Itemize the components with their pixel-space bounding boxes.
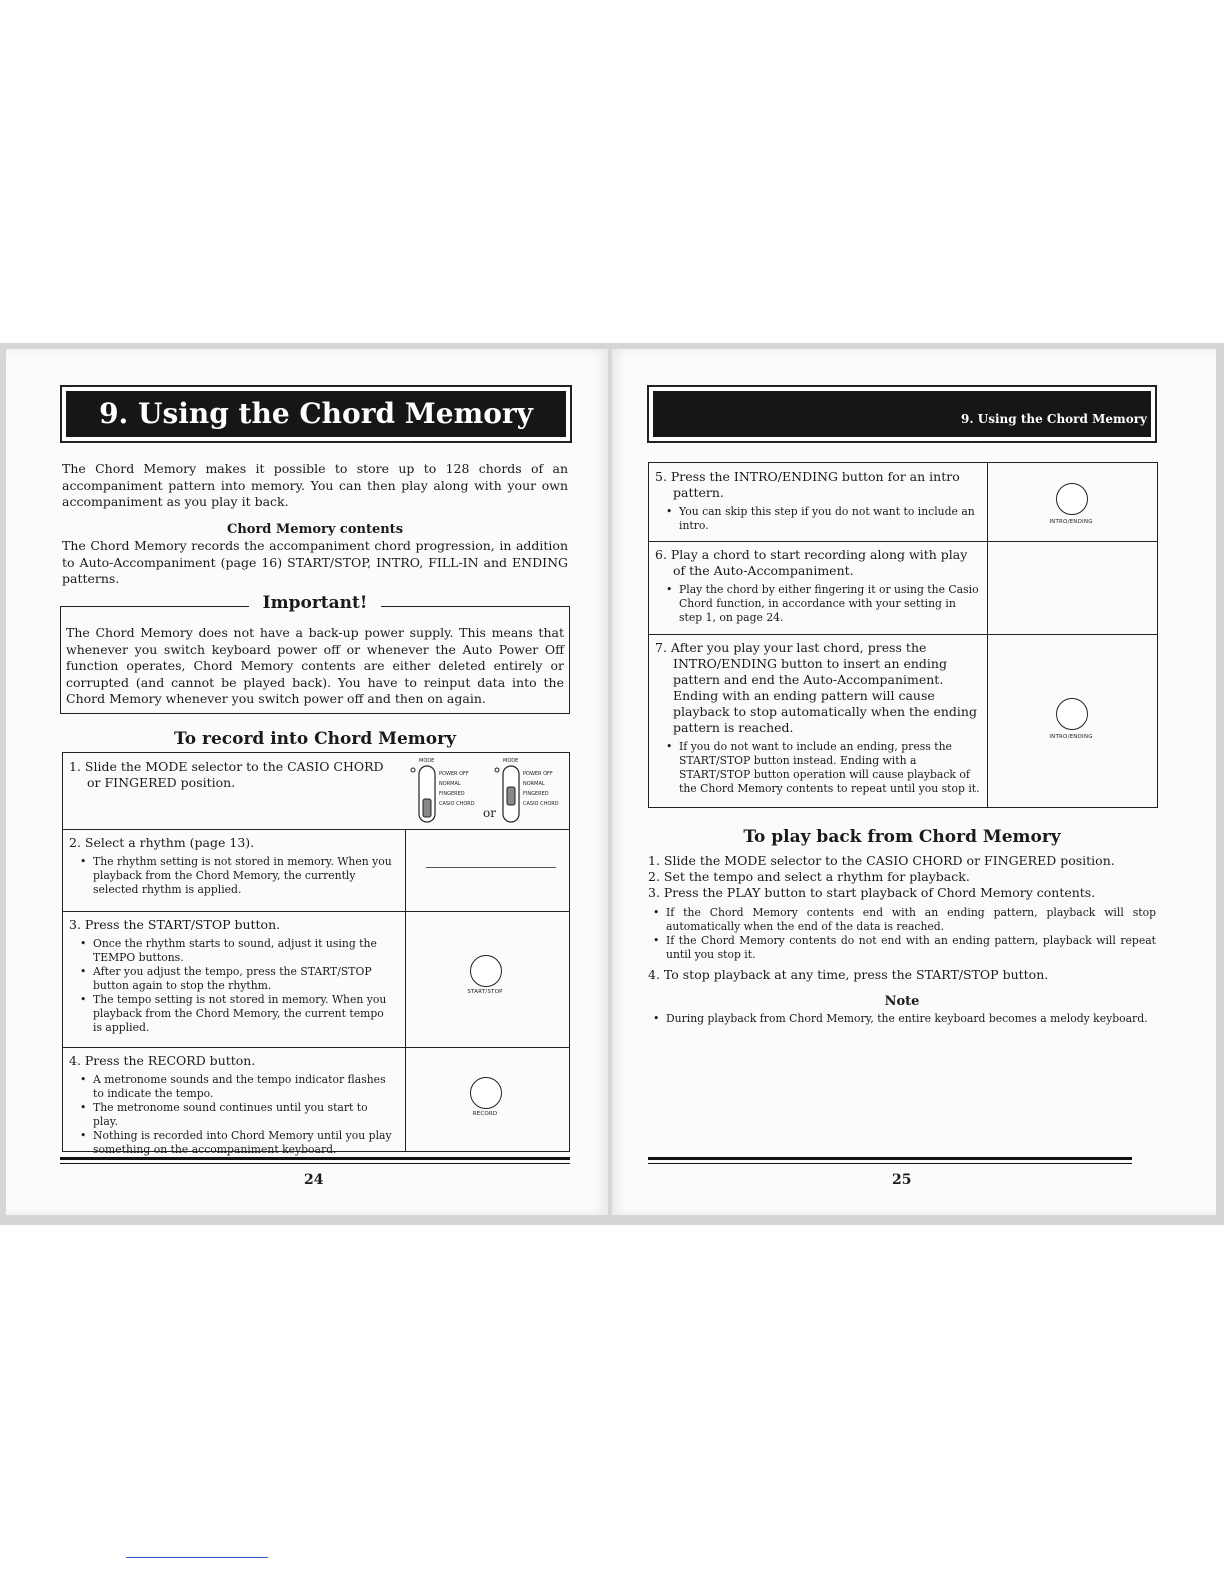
note-bullet: • During playback from Chord Memory, the entire keyboard becomes a melody keyboard. bbox=[666, 1012, 1156, 1026]
important-box bbox=[60, 593, 570, 714]
record-button-icon bbox=[470, 1077, 502, 1109]
step-row bbox=[63, 829, 569, 912]
mode-position: FINGERED bbox=[523, 791, 549, 797]
step-bullet: • The rhythm setting is not stored in memory. When you playback from the Chord Memory, the currently selected rhythm is applied. bbox=[93, 855, 394, 897]
intro-ending-button-icon bbox=[1056, 483, 1088, 515]
step-row bbox=[649, 634, 1157, 807]
mode-position: POWER OFF bbox=[523, 771, 553, 777]
footer-rule bbox=[648, 1163, 1132, 1164]
intro-paragraph: The Chord Memory makes it possible to store up to 128 chords of an accompaniment pattern into memory. You can then play along with your own accompaniment as you play it back. bbox=[62, 461, 568, 509]
step-text: 3. Press the START/STOP button. bbox=[69, 917, 281, 932]
chapter-title: 9. Using the Chord Memory bbox=[66, 391, 566, 437]
mode-selector-icon bbox=[405, 753, 569, 829]
footer-rule bbox=[648, 1157, 1132, 1160]
playback-section bbox=[648, 853, 1156, 1026]
right-page bbox=[612, 349, 1216, 1215]
important-text: The Chord Memory does not have a back-up power supply. This means that whenever you switch keyboard power off or whenever the Auto Power Off function operates, Chord Memory contents are either deleted entirely or corrupted (and cannot be played back). You have to reinput data into the Chord Memory whenever you switch power off and then on again. bbox=[66, 625, 564, 706]
mode-label: MODE bbox=[419, 758, 435, 764]
step-text: 4. Press the RECORD button. bbox=[69, 1053, 256, 1068]
step-text: 7. After you play your last chord, press the INTRO/ENDING button to insert an ending pattern and end the Auto-Accompaniment. Ending with an ending pattern will cause playback to stop automatically when the ending pattern is reached. bbox=[655, 640, 977, 735]
start-stop-button-icon bbox=[470, 955, 502, 987]
important-title: Important! bbox=[249, 593, 382, 613]
step-bullet: • After you adjust the tempo, press the START/STOP button again to stop the rhythm. bbox=[93, 965, 394, 993]
footer-rule bbox=[60, 1163, 570, 1164]
record-heading: To record into Chord Memory bbox=[174, 729, 456, 749]
intro-ending-label: INTRO/ENDING bbox=[1049, 734, 1093, 740]
step-row bbox=[649, 463, 1157, 542]
step-bullet: • The metronome sound continues until you start to play. bbox=[93, 1101, 394, 1129]
playback-step: 3. Press the PLAY button to start playback of Chord Memory contents. bbox=[648, 885, 1096, 900]
step-text: 1. Slide the MODE selector to the CASIO CHORD or FINGERED position. bbox=[69, 759, 384, 790]
note-title: Note bbox=[884, 994, 920, 1009]
step-text: 6. Play a chord to start recording along with play of the Auto-Accompaniment. bbox=[655, 547, 968, 578]
intro-ending-button-icon bbox=[1056, 698, 1088, 730]
mode-position: CASIO CHORD bbox=[439, 801, 475, 807]
mode-label: MODE bbox=[503, 758, 519, 764]
step-row bbox=[63, 911, 569, 1048]
chapter-header bbox=[647, 385, 1157, 443]
step-text: 5. Press the INTRO/ENDING button for an intro pattern. bbox=[655, 469, 960, 500]
mode-position: NORMAL bbox=[523, 781, 545, 787]
contents-paragraph: The Chord Memory records the accompaniment chord progression, in addition to Auto-Accompaniment (page 16) START/STOP, INTRO, FILL-IN and ENDING patterns. bbox=[62, 538, 568, 586]
page-number: 24 bbox=[304, 1172, 324, 1188]
step-text: 2. Select a rhythm (page 13). bbox=[69, 835, 255, 850]
footer-rule bbox=[60, 1157, 570, 1160]
mode-position: NORMAL bbox=[439, 781, 461, 787]
step-bullet: • Once the rhythm starts to sound, adjust it using the TEMPO buttons. bbox=[93, 937, 394, 965]
step-row bbox=[63, 1047, 569, 1156]
start-stop-label: START/STOP bbox=[467, 989, 503, 995]
mode-position: POWER OFF bbox=[439, 771, 469, 777]
left-page bbox=[6, 349, 608, 1215]
mode-position: CASIO CHORD bbox=[523, 801, 559, 807]
intro-ending-label: INTRO/ENDING bbox=[1049, 519, 1093, 525]
link-underline bbox=[126, 1557, 268, 1558]
record-label: RECORD bbox=[472, 1111, 498, 1117]
record-steps-table bbox=[62, 752, 570, 1156]
playback-step: 1. Slide the MODE selector to the CASIO CHORD or FINGERED position. bbox=[648, 853, 1115, 868]
step-bullet: • Nothing is recorded into Chord Memory until you play something on the accompaniment keyboard. bbox=[93, 1129, 394, 1157]
chapter-title: 9. Using the Chord Memory bbox=[653, 391, 1151, 437]
contents-heading: Chord Memory contents bbox=[226, 522, 404, 537]
record-steps-table-continued bbox=[648, 462, 1158, 808]
playback-bullet: • If the Chord Memory contents do not end with an ending pattern, playback will repeat until you stop it. bbox=[666, 934, 1156, 962]
page-number: 25 bbox=[892, 1172, 912, 1188]
step-row bbox=[649, 541, 1157, 635]
mode-position: FINGERED bbox=[439, 791, 465, 797]
playback-bullet: • If the Chord Memory contents end with an ending pattern, playback will stop automatically when the end of the data is reached. bbox=[666, 906, 1156, 934]
book-spread bbox=[0, 343, 1224, 1225]
mode-switch-figure bbox=[405, 753, 569, 829]
playback-heading: To play back from Chord Memory bbox=[743, 827, 1061, 847]
step-bullet: • If you do not want to include an ending, press the START/STOP button instead. Ending with a START/STOP button operation will cause playback of the Chord Memory contents to repeat until you stop it. bbox=[679, 740, 980, 796]
step-bullet: • The tempo setting is not stored in memory. When you playback from the Chord Memory, the current tempo is applied. bbox=[93, 993, 394, 1035]
or-label: or bbox=[483, 806, 496, 820]
step-row bbox=[63, 753, 569, 830]
chapter-header bbox=[60, 385, 572, 443]
step-bullet: • A metronome sounds and the tempo indicator flashes to indicate the tempo. bbox=[93, 1073, 394, 1101]
step-bullet: • You can skip this step if you do not want to include an intro. bbox=[679, 505, 980, 533]
playback-step: 4. To stop playback at any time, press the START/STOP button. bbox=[648, 967, 1049, 982]
step-bullet: • Play the chord by either fingering it or using the Casio Chord function, in accordance with your setting in step 1, on page 24. bbox=[679, 583, 980, 625]
playback-step: 2. Set the tempo and select a rhythm for playback. bbox=[648, 869, 970, 884]
